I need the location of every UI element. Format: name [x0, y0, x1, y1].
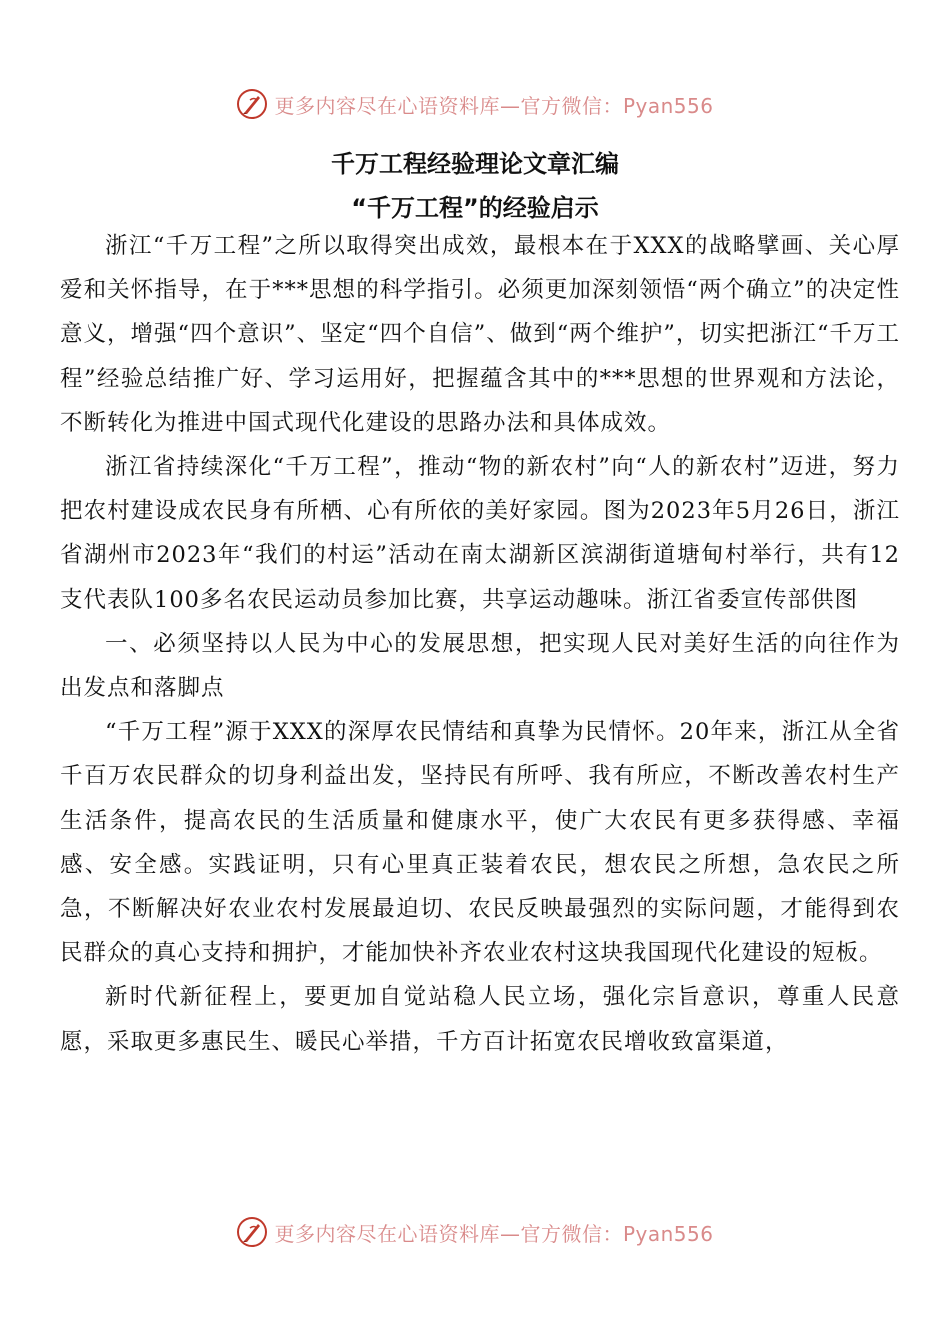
article-title: “千万工程”的经验启示 [351, 194, 599, 222]
section-heading: 一、必须坚持以人民为中心的发展思想，把实现人民对美好生活的向往作为出发点和落脚点 [60, 630, 900, 702]
header-watermark [0, 84, 950, 124]
article-body [60, 224, 900, 1064]
watermark-text: 更多内容尽在心语资料库—官方微信：Pyan556 [274, 1221, 714, 1246]
quill-logo-icon [236, 1216, 268, 1248]
paragraph: “千万工程”源于XXX的深厚农民情结和真挚为民情怀。20年来，浙江从全省千百万农民群众的切身利益出发，坚持民有所呼、我有所应，不断改善农村生产生活条件，提高农民的生活质量和健康水平，使广大农民有更多获得感、幸福感、安全感。实践证明，只有心里真正装着农民，想农民之所想，急农民之所急，不断解决好农业农村发展最迫切、农民反映最强烈的实际问题，才能得到农民群众的真心支持和拥护，才能加快补齐农业农村这块我国现代化建设的短板。 [60, 719, 900, 967]
quill-logo-icon [236, 88, 268, 120]
paragraph: 浙江省持续深化“千万工程”，推动“物的新农村”向“人的新农村”迈进，努力把农村建设成农民身有所栖、心有所依的美好家园。图为2023年5月26日，浙江省湖州市2023年“我们的村运”活动在南太湖新区滨湖街道塘甸村举行，共有12支代表队100多名农民运动员参加比赛，共享运动趣味。浙江省委宣传部供图 [60, 454, 900, 613]
document-title: 千万工程经验理论文章汇编 [331, 150, 619, 178]
paragraph: 新时代新征程上，要更加自觉站稳人民立场，强化宗旨意识，尊重人民意愿，采取更多惠民生、暖民心举措，千方百计拓宽农民增收致富渠道， [60, 984, 900, 1055]
watermark-text: 更多内容尽在心语资料库—官方微信：Pyan556 [274, 93, 714, 118]
footer-watermark [0, 1212, 950, 1252]
paragraph: 浙江“千万工程”之所以取得突出成效，最根本在于XXX的战略擘画、关心厚爱和关怀指导，在于***思想的科学指引。必须更加深刻领悟“两个确立”的决定性意义，增强“四个意识”、坚定“四个自信”、做到“两个维护”，切实把浙江“千万工程”经验总结推广好、学习运用好，把握蕴含其中的***思想的世界观和方法论，不断转化为推进中国式现代化建设的思路办法和具体成效。 [60, 233, 900, 436]
